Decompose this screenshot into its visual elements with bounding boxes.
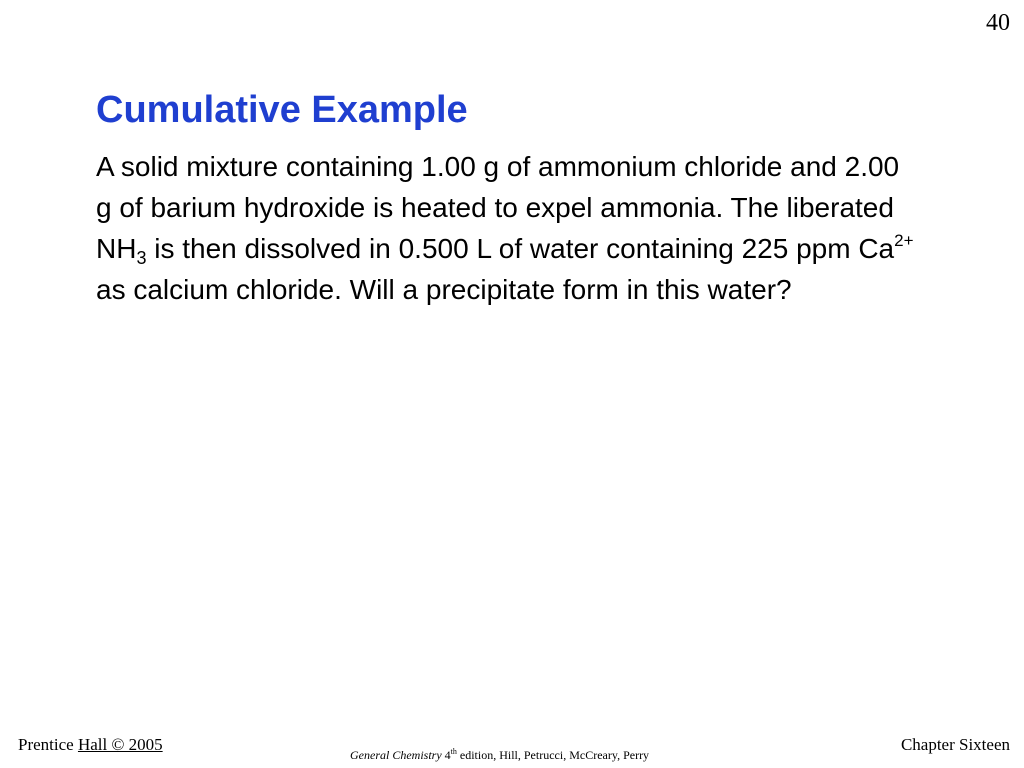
footer-publisher-copyright: Hall © 2005 — [77, 735, 163, 754]
body-paragraph — [96, 146, 916, 310]
nh3-subscript: 3 — [136, 248, 147, 268]
footer-edition-superscript: th — [450, 747, 457, 756]
calcium-charge-superscript: 2+ — [894, 231, 914, 250]
slide-title: Cumulative Example — [96, 89, 468, 131]
footer-authors: edition, Hill, Petrucci, McCreary, Perry — [456, 748, 650, 762]
footer-book-title: General Chemistry — [350, 748, 442, 762]
body-text-part-3: as calcium chloride. Will a precipitate form in this water? — [96, 274, 792, 305]
footer-chapter: Chapter Sixteen — [900, 735, 1010, 754]
body-text-part-2: is then dissolved in 0.500 L of water containing 225 ppm Ca — [146, 233, 895, 264]
footer-book-citation — [350, 746, 649, 764]
body-text-part-1: A solid mixture containing 1.00 g of ammonium chloride and 2.00 g of barium hydroxide is heated to expel ammonia. The liberated NH — [96, 151, 900, 264]
footer-publisher — [18, 734, 163, 756]
page-number: 40 — [986, 10, 1010, 36]
footer-publisher-prefix: Prentice — [18, 735, 78, 754]
footer-edition-number: 4 — [441, 748, 451, 762]
